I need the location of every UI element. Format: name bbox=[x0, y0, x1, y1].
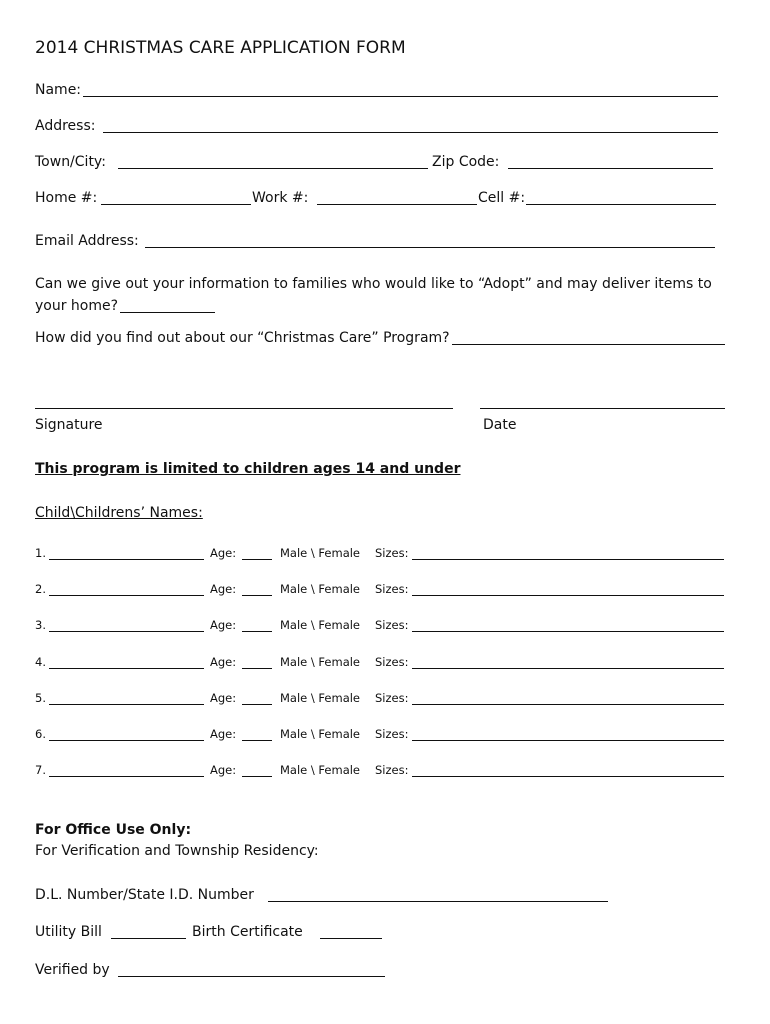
zip-label: Zip Code: bbox=[432, 154, 500, 170]
age-limit-notice: This program is limited to children ages 14 and under bbox=[35, 461, 461, 477]
child-name-field[interactable] bbox=[49, 595, 204, 596]
signature-field[interactable] bbox=[35, 408, 453, 409]
child-sizes-label: Sizes: bbox=[375, 582, 409, 596]
name-field[interactable] bbox=[83, 96, 718, 97]
child-sizes-field[interactable] bbox=[412, 668, 724, 669]
child-row-number: 7. bbox=[35, 763, 46, 777]
date-label: Date bbox=[483, 417, 517, 433]
child-name-field[interactable] bbox=[49, 631, 204, 632]
child-sizes-field[interactable] bbox=[412, 595, 724, 596]
child-gender-label: Male \ Female bbox=[280, 582, 361, 596]
child-sizes-field[interactable] bbox=[412, 740, 724, 741]
child-row-number: 6. bbox=[35, 727, 46, 741]
child-gender-label: Male \ Female bbox=[280, 655, 361, 669]
verified-by-label: Verified by bbox=[35, 962, 110, 978]
date-field[interactable] bbox=[480, 408, 725, 409]
child-sizes-label: Sizes: bbox=[375, 546, 409, 560]
child-sizes-field[interactable] bbox=[412, 704, 724, 705]
child-name-field[interactable] bbox=[49, 559, 204, 560]
child-gender-label: Male \ Female bbox=[280, 546, 361, 560]
work-phone-label: Work #: bbox=[252, 190, 309, 206]
child-row-number: 2. bbox=[35, 582, 46, 596]
utility-bill-label: Utility Bill bbox=[35, 924, 102, 940]
adopt-question-line1: Can we give out your information to families who would like to “Adopt” and may deliver items to bbox=[35, 276, 712, 292]
child-sizes-label: Sizes: bbox=[375, 691, 409, 705]
child-age-label: Age: bbox=[210, 691, 237, 705]
utility-bill-field[interactable] bbox=[111, 938, 186, 939]
child-age-label: Age: bbox=[210, 763, 237, 777]
form-title: 2014 CHRISTMAS CARE APPLICATION FORM bbox=[35, 38, 406, 58]
home-phone-field[interactable] bbox=[101, 204, 251, 205]
child-age-label: Age: bbox=[210, 546, 237, 560]
address-label: Address: bbox=[35, 118, 96, 134]
child-sizes-field[interactable] bbox=[412, 559, 724, 560]
child-gender-label: Male \ Female bbox=[280, 691, 361, 705]
town-field[interactable] bbox=[118, 168, 428, 169]
child-age-label: Age: bbox=[210, 727, 237, 741]
child-row-number: 5. bbox=[35, 691, 46, 705]
dl-number-field[interactable] bbox=[268, 901, 608, 902]
address-field[interactable] bbox=[103, 132, 718, 133]
child-sizes-field[interactable] bbox=[412, 631, 724, 632]
child-age-field[interactable] bbox=[242, 559, 272, 560]
child-sizes-label: Sizes: bbox=[375, 727, 409, 741]
email-field[interactable] bbox=[145, 247, 715, 248]
child-row-number: 1. bbox=[35, 546, 46, 560]
child-gender-label: Male \ Female bbox=[280, 727, 361, 741]
verified-by-field[interactable] bbox=[118, 976, 385, 977]
child-sizes-label: Sizes: bbox=[375, 618, 409, 632]
adopt-question-line2: your home? bbox=[35, 298, 119, 314]
child-age-label: Age: bbox=[210, 582, 237, 596]
cell-phone-label: Cell #: bbox=[478, 190, 526, 206]
child-age-label: Age: bbox=[210, 655, 237, 669]
child-name-field[interactable] bbox=[49, 740, 204, 741]
child-name-field[interactable] bbox=[49, 668, 204, 669]
town-label: Town/City: bbox=[35, 154, 106, 170]
child-age-field[interactable] bbox=[242, 776, 272, 777]
birth-certificate-field[interactable] bbox=[320, 938, 382, 939]
zip-field[interactable] bbox=[508, 168, 713, 169]
child-name-field[interactable] bbox=[49, 704, 204, 705]
verification-subheading: For Verification and Township Residency: bbox=[35, 843, 319, 859]
child-row-number: 4. bbox=[35, 655, 46, 669]
child-sizes-field[interactable] bbox=[412, 776, 724, 777]
dl-number-label: D.L. Number/State I.D. Number bbox=[35, 887, 254, 903]
child-name-field[interactable] bbox=[49, 776, 204, 777]
children-heading: Child\Childrens’ Names: bbox=[35, 505, 203, 521]
child-age-field[interactable] bbox=[242, 740, 272, 741]
cell-phone-field[interactable] bbox=[526, 204, 716, 205]
child-gender-label: Male \ Female bbox=[280, 763, 361, 777]
child-age-field[interactable] bbox=[242, 631, 272, 632]
child-age-field[interactable] bbox=[242, 668, 272, 669]
adopt-answer-field[interactable] bbox=[120, 312, 215, 313]
child-row-number: 3. bbox=[35, 618, 46, 632]
find-out-field[interactable] bbox=[452, 344, 725, 345]
home-phone-label: Home #: bbox=[35, 190, 98, 206]
work-phone-field[interactable] bbox=[317, 204, 477, 205]
child-age-field[interactable] bbox=[242, 704, 272, 705]
signature-label: Signature bbox=[35, 417, 103, 433]
child-age-field[interactable] bbox=[242, 595, 272, 596]
birth-certificate-label: Birth Certificate bbox=[192, 924, 303, 940]
child-sizes-label: Sizes: bbox=[375, 655, 409, 669]
child-age-label: Age: bbox=[210, 618, 237, 632]
child-sizes-label: Sizes: bbox=[375, 763, 409, 777]
child-gender-label: Male \ Female bbox=[280, 618, 361, 632]
email-label: Email Address: bbox=[35, 233, 139, 249]
office-use-heading: For Office Use Only: bbox=[35, 822, 192, 838]
find-out-question: How did you find out about our “Christmas Care” Program? bbox=[35, 330, 450, 346]
name-label: Name: bbox=[35, 82, 82, 98]
